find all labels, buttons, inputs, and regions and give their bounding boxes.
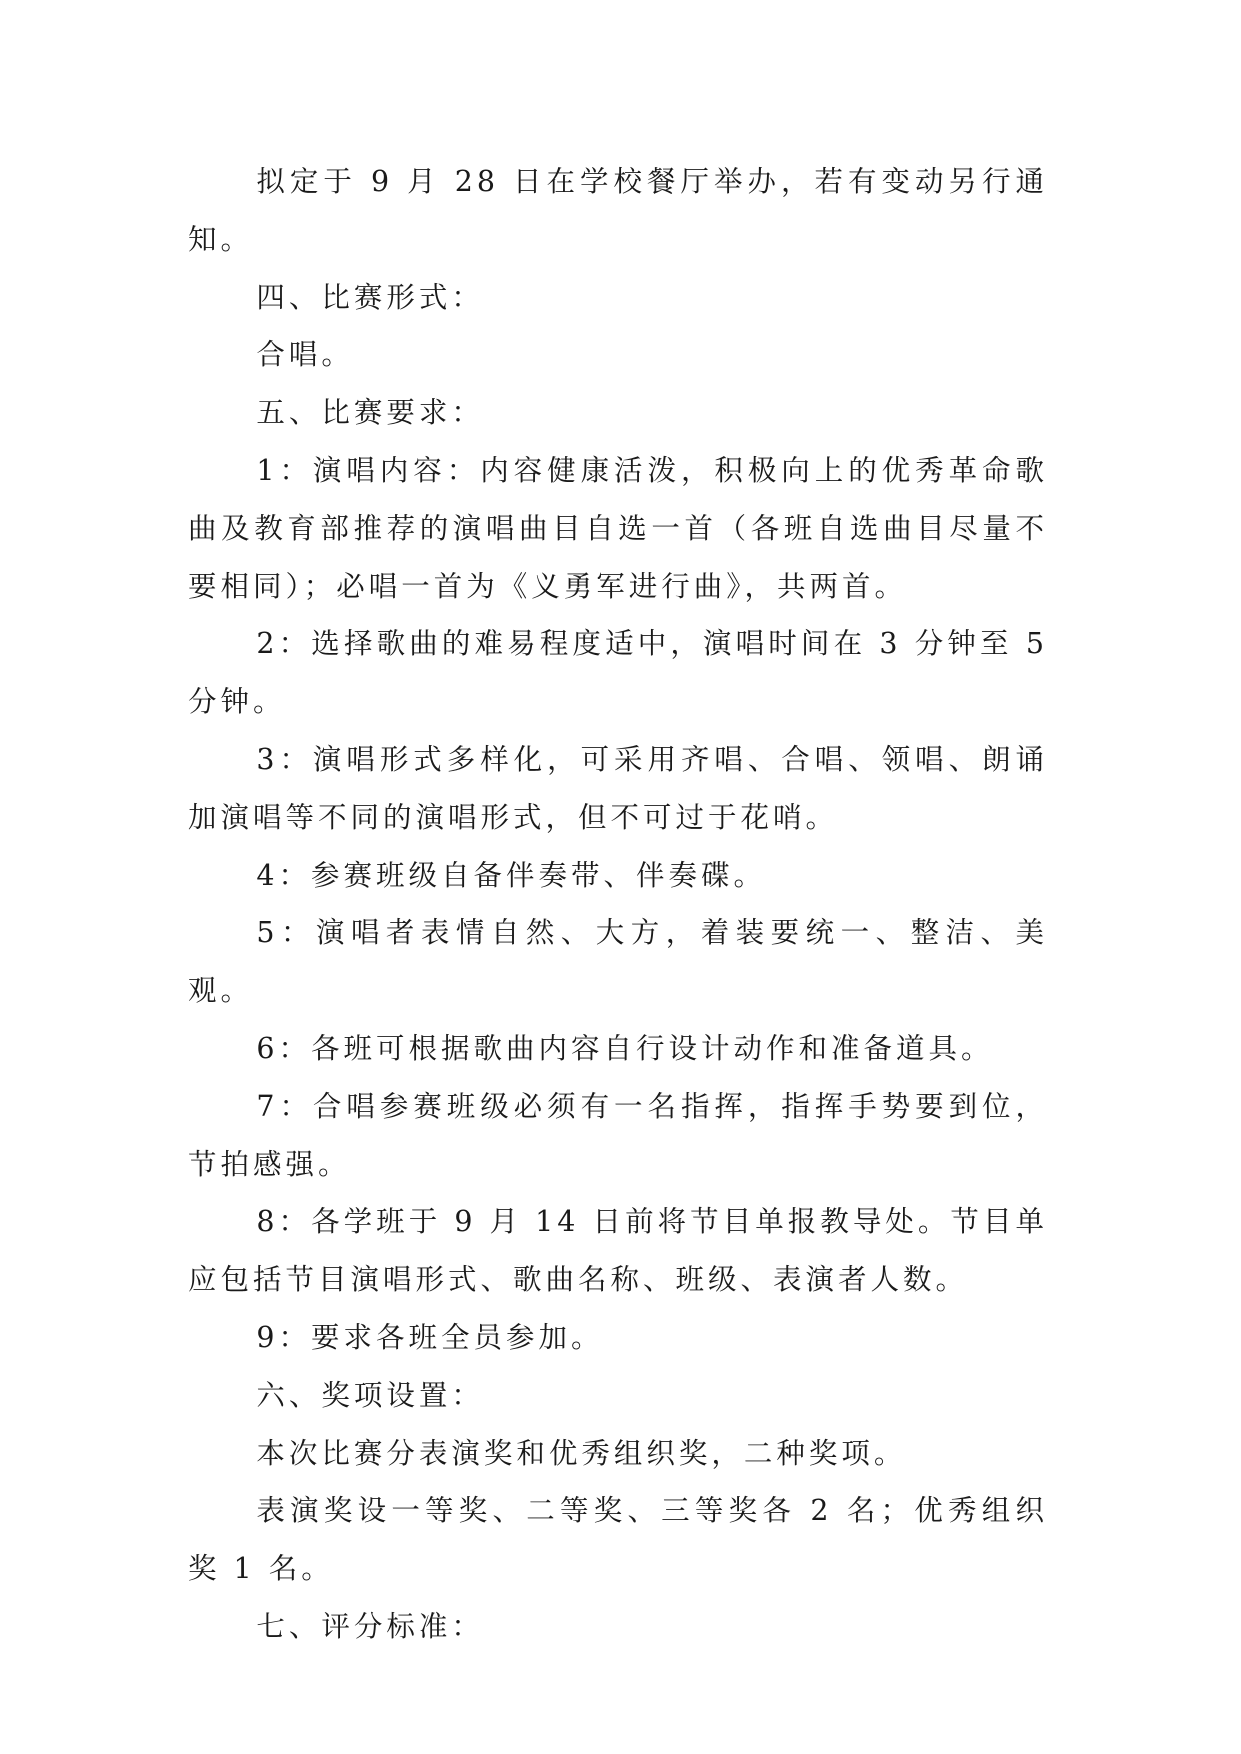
requirement-item-8: 8：各学班于 9 月 14 日前将节目单报教导处。节目单应包括节目演唱形式、歌曲名称、班级、表演者人数。 bbox=[188, 1205, 1048, 1297]
paragraph-award-counts: 表演奖设一等奖、二等奖、三等奖各 2 名；优秀组织奖 1 名。 bbox=[188, 1494, 1048, 1586]
paragraph-format-chorus: 合唱。 bbox=[256, 338, 354, 372]
heading-competition-format: 四、比赛形式： bbox=[256, 280, 484, 314]
document-body bbox=[188, 153, 1048, 1656]
requirement-item-2: 2：选择歌曲的难易程度适中，演唱时间在 3 分钟至 5 分钟。 bbox=[188, 627, 1048, 719]
heading-competition-requirements: 五、比赛要求： bbox=[256, 396, 484, 430]
requirement-item-6: 6：各班可根据歌曲内容自行设计动作和准备道具。 bbox=[256, 1031, 994, 1065]
requirement-item-5: 5：演唱者表情自然、大方，着装要统一、整洁、美观。 bbox=[188, 916, 1048, 1008]
requirement-item-1: 1：演唱内容：内容健康活泼，积极向上的优秀革命歌曲及教育部推荐的演唱曲目自选一首（各班自选曲目尽量不要相同）；必唱一首为《义勇军进行曲》，共两首。 bbox=[188, 453, 1048, 603]
heading-scoring-criteria: 七、评分标准： bbox=[256, 1609, 484, 1643]
paragraph-award-types: 本次比赛分表演奖和优秀组织奖，二种奖项。 bbox=[256, 1436, 907, 1470]
paragraph-venue-date: 拟定于 9 月 28 日在学校餐厅举办，若有变动另行通知。 bbox=[188, 165, 1048, 256]
requirement-item-4: 4：参赛班级自备伴奏带、伴奏碟。 bbox=[256, 858, 767, 892]
heading-awards: 六、奖项设置： bbox=[256, 1378, 484, 1412]
requirement-item-7: 7：合唱参赛班级必须有一名指挥，指挥手势要到位，节拍感强。 bbox=[188, 1089, 1048, 1181]
requirement-item-9: 9：要求各班全员参加。 bbox=[256, 1320, 604, 1354]
requirement-item-3: 3：演唱形式多样化，可采用齐唱、合唱、领唱、朗诵加演唱等不同的演唱形式，但不可过于花哨。 bbox=[188, 742, 1048, 834]
